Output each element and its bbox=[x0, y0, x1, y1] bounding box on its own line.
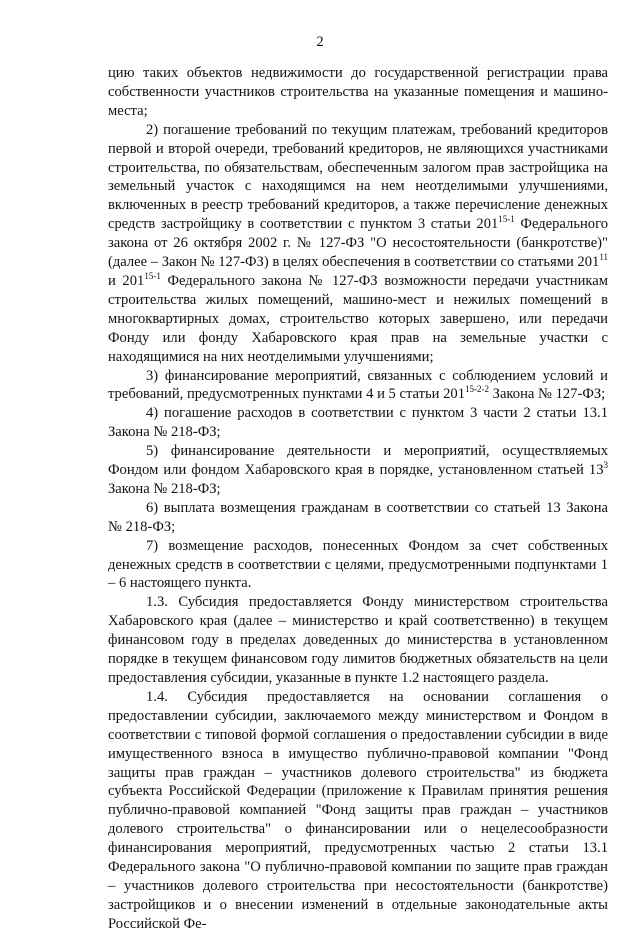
paragraph-text: Федерального закона № 127-ФЗ возможности передачи участникам строительства жилых помещений, машино-мест и нежилых помещений в многоквартирных домах, строительство которых завершено, или передачи Фонду или фонду Хабаровского края прав на земельные участки с находящимися на них неотделимыми улучшениями; bbox=[108, 272, 608, 365]
paragraph-p7 bbox=[108, 593, 608, 688]
paragraph-p0 bbox=[108, 64, 608, 121]
paragraph-p4 bbox=[108, 442, 608, 499]
superscript-index: 15-1 bbox=[144, 270, 161, 281]
paragraph-text: 2) погашение требований по текущим платежам, требований кредиторов первой и второй очереди, требований кредиторов, не являющихся участниками строительства, по обязательствам, обеспеченным залогом прав застройщика на земельный участок с находящимся на нем неотделимыми улучшениями, включенных в реестр требований кредиторов, а также перечисление денежных средств застройщику в соответствии с пунктом 3 статьи 201 bbox=[108, 121, 608, 233]
paragraph-text: Закона № 127-ФЗ; bbox=[489, 386, 606, 403]
paragraph-text: 7) возмещение расходов, понесенных Фондом за счет собственных денежных средств в соответствии с целями, предусмотренными подпунктами 1 – 6 настоящего пункта. bbox=[108, 537, 608, 592]
page-number: 2 bbox=[316, 34, 324, 50]
paragraph-text: 4) погашение расходов в соответствии с пунктом 3 части 2 статьи 13.1 Закона № 218-ФЗ; bbox=[108, 405, 608, 441]
superscript-index: 15-1 bbox=[498, 214, 515, 225]
superscript-index: 11 bbox=[599, 252, 608, 263]
superscript-index: 15-2-2 bbox=[465, 384, 489, 395]
paragraph-text: 5) финансирование деятельности и мероприятий, осуществляемых Фондом или фондом Хабаровского края в порядке, установленном статьей 13 bbox=[108, 443, 608, 479]
paragraph-p6 bbox=[108, 537, 608, 594]
paragraph-text: 3) финансирование мероприятий, связанных с соблюдением условий и требований, предусмотренных пунктами 4 и 5 статьи 201 bbox=[108, 367, 608, 403]
paragraph-text: 1.4. Субсидия предоставляется на основании соглашения о предоставлении субсидии, заключаемого между министерством и Фондом в соответствии с типовой формой соглашения о предоставлении субсидии в виде имущественного взноса в имущество публично-правовой компании "Фонд защиты прав граждан – участников долевого строительства" из бюджета субъекта Российской Федерации (приложение к Правилам принятия решения публично-правовой компанией "Фонд защиты прав граждан – участников долевого строительства" о финансировании или о нецелесообразности финансирования мероприятий, предусмотренных частью 2 статьи 13.1 Федерального закона "О публично-правовой компании по защите прав граждан – участников долевого строительства при несостоятельности (банкротстве) застройщиков и о внесении изменений в отдельные законодательные акты Российской Фе- bbox=[108, 688, 608, 932]
paragraph-p1 bbox=[108, 121, 608, 367]
document-body bbox=[108, 64, 608, 934]
paragraph-text: и 201 bbox=[108, 272, 145, 289]
paragraph-text: 1.3. Субсидия предоставляется Фонду министерством строительства Хабаровского края (далее – министерство и край соответственно) в текущем финансовом году в пределах доведенных до министерства в установленном порядке в текущем финансовом году лимитов бюджетных обязательств на цели предоставления субсидии, указанные в пункте 1.2 настоящего раздела. bbox=[108, 594, 608, 686]
paragraph-text: цию таких объектов недвижимости до государственной регистрации права собственности участников строительства на указанные помещения и машино-места; bbox=[108, 65, 608, 119]
paragraph-p8 bbox=[108, 688, 608, 934]
paragraph-text: Закона № 218-ФЗ; bbox=[108, 480, 221, 497]
paragraph-text: 6) выплата возмещения гражданам в соответствии со статьей 13 Закона № 218-ФЗ; bbox=[108, 499, 608, 535]
paragraph-p2 bbox=[108, 367, 608, 405]
paragraph-text: Федерального закона от 26 октября 2002 г. № 127-ФЗ "О несостоятельности (банкротстве)" (далее – Закон № 127-ФЗ) в целях обеспечения в соответствии со статьями 201 bbox=[108, 216, 608, 271]
superscript-index: 3 bbox=[603, 460, 608, 471]
paragraph-p3 bbox=[108, 404, 608, 442]
paragraph-p5 bbox=[108, 499, 608, 537]
